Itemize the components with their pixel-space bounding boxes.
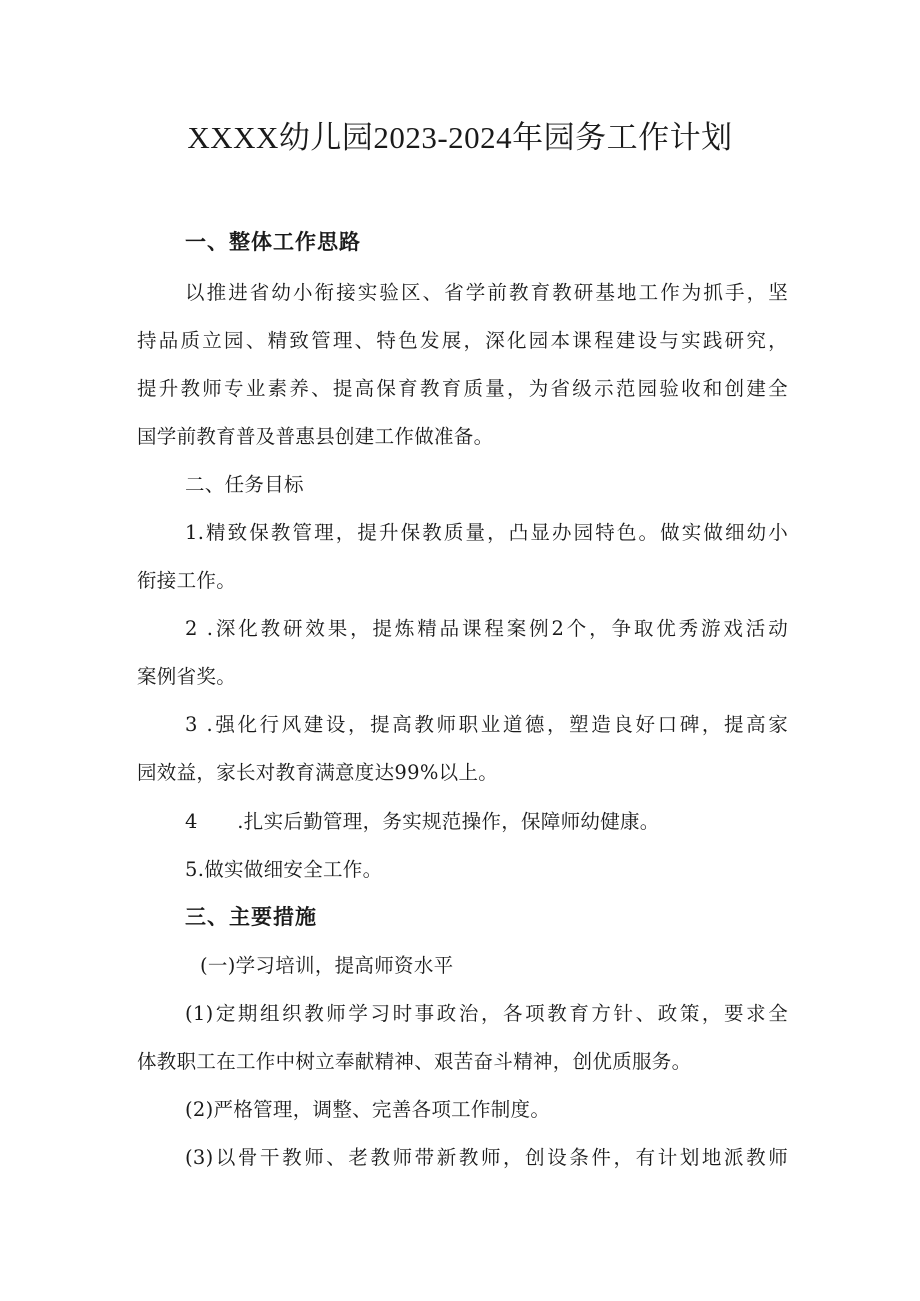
list-item-line: 体教职工在工作中树立奉献精神、艰苦奋斗精神，创优质服务。 (137, 1050, 692, 1073)
list-item-line: 2 .深化教研效果，提炼精品课程案例2个，争取优秀游戏活动 (185, 617, 788, 640)
section-heading-1: 一、整体工作思路 (185, 230, 361, 254)
list-item-line: 5.做实做细安全工作。 (185, 858, 383, 881)
paragraph-line: 持品质立园、精致管理、特色发展，深化园本课程建设与实践研究， (137, 329, 788, 352)
list-item-line: (1)定期组织教师学习时事政治，各项教育方针、政策，要求全 (185, 1002, 788, 1025)
list-item-line: 1.精致保教管理，提升保教质量，凸显办园特色。做实做细幼小 (185, 521, 788, 544)
list-item-line: 园效益，家长对教育满意度达99%以上。 (137, 761, 499, 784)
list-item-line: 4 .扎实后勤管理，务实规范操作，保障师幼健康。 (185, 810, 660, 833)
paragraph-line: 以推进省幼小衔接实验区、省学前教育教研基地工作为抓手，坚 (185, 281, 788, 304)
paragraph-line: 国学前教育普及普惠县创建工作做准备。 (137, 425, 494, 448)
document-title: XXXX幼儿园2023-2024年园务工作计划 (187, 120, 733, 155)
subsection-heading: (一)学习培训，提高师资水平 (200, 954, 454, 977)
list-item-line: 案例省奖。 (137, 665, 237, 688)
list-item-line: (2)严格管理，调整、完善各项工作制度。 (185, 1098, 551, 1121)
list-item-line: 衔接工作。 (137, 569, 237, 592)
list-item-line: 3 .强化行风建设，提高教师职业道德，塑造良好口碑，提高家 (185, 713, 788, 736)
paragraph-line: 提升教师专业素养、提高保育教育质量，为省级示范园验收和创建全 (137, 377, 788, 400)
section-heading-2: 二、任务目标 (185, 473, 304, 496)
list-item-line: (3)以骨干教师、老教师带新教师，创设条件，有计划地派教师 (185, 1146, 788, 1169)
section-heading-3: 三、主要措施 (185, 905, 317, 929)
